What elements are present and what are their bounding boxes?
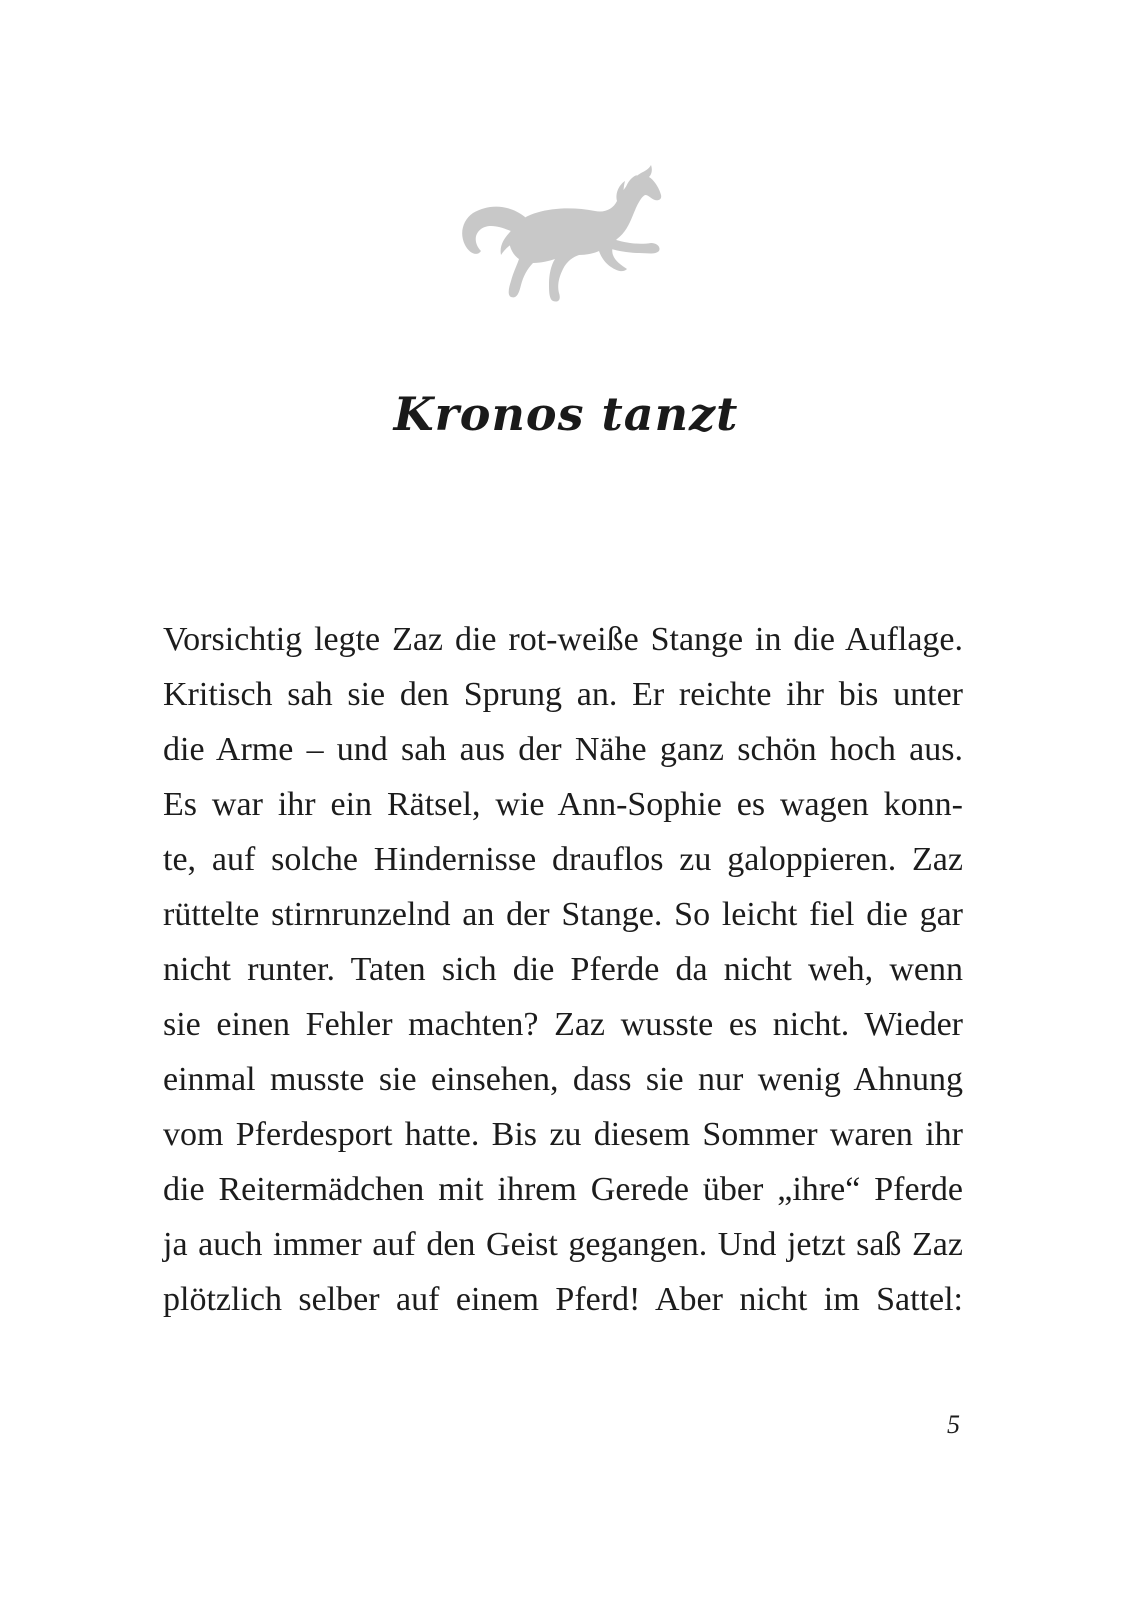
text-line: plötzlich selber auf einem Pferd! Aber nicht im Sattel:: [163, 1281, 963, 1318]
text-line: nicht runter. Taten sich die Pferde da nicht weh, wenn: [163, 951, 963, 988]
text-line: Vorsichtig legte Zaz die rot-weiße Stange in die Auflage.: [163, 621, 963, 658]
text-line: die Reitermädchen mit ihrem Gerede über „ihre“ Pferde: [163, 1171, 963, 1208]
text-line: vom Pferdesport hatte. Bis zu diesem Sommer waren ihr: [163, 1116, 963, 1153]
text-line: ja auch immer auf den Geist gegangen. Und jetzt saß Zaz: [163, 1226, 963, 1263]
text-line: die Arme – und sah aus der Nähe ganz schön hoch aus.: [163, 731, 963, 768]
text-line: rüttelte stirnrunzelnd an der Stange. So leicht fiel die gar: [163, 896, 963, 933]
galloping-horse-icon: [455, 165, 665, 310]
text-line: Es war ihr ein Rätsel, wie Ann-Sophie es wagen konn-: [163, 786, 963, 823]
text-line: einmal musste sie einsehen, dass sie nur wenig Ahnung: [163, 1061, 963, 1098]
text-line: sie einen Fehler machten? Zaz wusste es nicht. Wieder: [163, 1006, 963, 1043]
body-text: [163, 612, 963, 1327]
text-line: te, auf solche Hindernisse drauflos zu galoppieren. Zaz: [163, 841, 963, 878]
chapter-title: Kronos tanzt: [393, 387, 739, 441]
text-line: Kritisch sah sie den Sprung an. Er reichte ihr bis unter: [163, 676, 963, 713]
page-number: 5: [947, 1410, 960, 1439]
